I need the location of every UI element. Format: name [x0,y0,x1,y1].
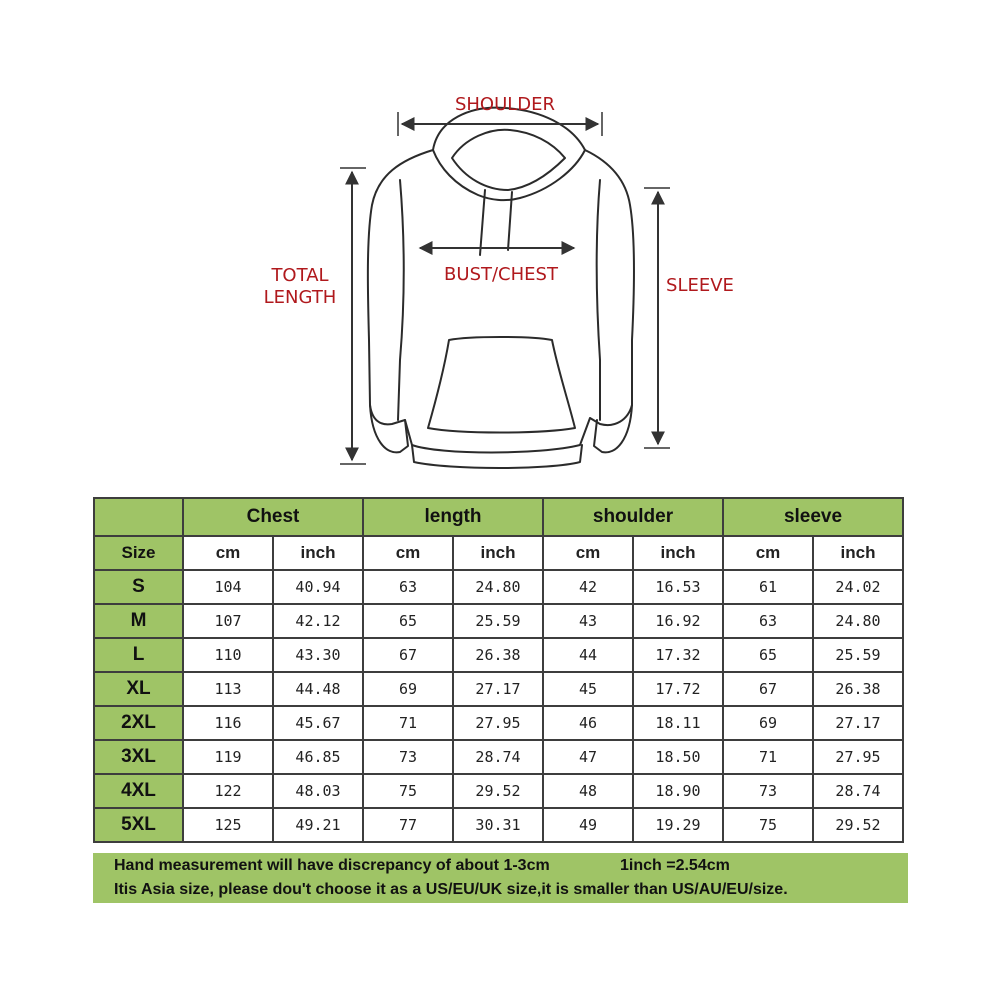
measurement-cell: 69 [363,672,453,706]
size-cell: 5XL [94,808,183,842]
table-row [94,774,903,808]
measurement-cell: 25.59 [453,604,543,638]
measurement-cell: 104 [183,570,273,604]
measurement-cell: 42.12 [273,604,363,638]
measurement-cell: 77 [363,808,453,842]
measurement-cell: 24.02 [813,570,903,604]
hood-inner [452,130,565,190]
measurement-cell: 107 [183,604,273,638]
group-chest: Chest [183,498,363,536]
unit-header: inch [453,536,543,570]
total-length-label [255,265,345,309]
size-cell: M [94,604,183,638]
measurement-cell: 71 [723,740,813,774]
measurement-cell: 19.29 [633,808,723,842]
measurement-cell: 29.52 [453,774,543,808]
notes-box [93,853,908,903]
measurement-cell: 125 [183,808,273,842]
table-row [94,808,903,842]
measurement-cell: 44 [543,638,633,672]
measurement-cell: 27.95 [813,740,903,774]
measurement-cell: 46.85 [273,740,363,774]
measurement-cell: 18.50 [633,740,723,774]
total-length-label-line2: LENGTH [263,287,337,308]
unit-header: cm [183,536,273,570]
measurement-cell: 16.92 [633,604,723,638]
measurement-cell: 26.38 [813,672,903,706]
size-cell: L [94,638,183,672]
measurement-cell: 17.72 [633,672,723,706]
corner-cell [94,498,183,536]
group-header-row [94,498,903,536]
shoulder-label: SHOULDER [454,94,556,115]
unit-header: cm [543,536,633,570]
size-cell: S [94,570,183,604]
measurement-cell: 28.74 [813,774,903,808]
measurement-cell: 119 [183,740,273,774]
group-sleeve: sleeve [723,498,903,536]
measurement-cell: 63 [363,570,453,604]
size-cell: XL [94,672,183,706]
measurement-cell: 71 [363,706,453,740]
total-length-label-line1: TOTAL [271,265,329,286]
sleeve-label: SLEEVE [666,275,734,296]
size-rows [94,570,903,842]
measurement-cell: 43.30 [273,638,363,672]
hoodie-body-outline [368,150,634,453]
measurement-cell: 48 [543,774,633,808]
measurement-cell: 116 [183,706,273,740]
table-row [94,570,903,604]
measurement-cell: 73 [363,740,453,774]
measurement-cell: 75 [723,808,813,842]
measurement-cell: 45.67 [273,706,363,740]
group-shoulder: shoulder [543,498,723,536]
left-cuff [370,405,408,452]
hoodie-illustration [0,0,1000,480]
note-discrepancy: Hand measurement will have discrepancy of about 1-3cm [114,857,550,874]
measurement-cell: 65 [723,638,813,672]
measurement-cell: 67 [723,672,813,706]
right-sleeve-line [597,180,600,420]
size-chart-table [93,497,904,843]
measurement-cell: 42 [543,570,633,604]
measurement-cell: 27.17 [813,706,903,740]
measurement-cell: 67 [363,638,453,672]
measurement-cell: 122 [183,774,273,808]
measurement-cell: 26.38 [453,638,543,672]
measurement-cell: 113 [183,672,273,706]
measurement-cell: 63 [723,604,813,638]
measurement-cell: 43 [543,604,633,638]
measurement-cell: 18.90 [633,774,723,808]
measurement-cell: 16.53 [633,570,723,604]
measurement-cell: 49.21 [273,808,363,842]
unit-header: inch [633,536,723,570]
table-row [94,638,903,672]
measurement-cell: 65 [363,604,453,638]
measurement-cell: 18.11 [633,706,723,740]
size-cell: 4XL [94,774,183,808]
hoodie-measurement-diagram [0,0,1000,480]
kangaroo-pocket [428,337,575,433]
measurement-cell: 24.80 [453,570,543,604]
unit-header: inch [273,536,363,570]
measurement-cell: 27.17 [453,672,543,706]
size-cell: 2XL [94,706,183,740]
drawstring-left [480,190,485,255]
measurement-cell: 17.32 [633,638,723,672]
measurement-cell: 40.94 [273,570,363,604]
measurement-cell: 44.48 [273,672,363,706]
measurement-cell: 48.03 [273,774,363,808]
note-conversion: 1inch =2.54cm [620,857,730,874]
measurement-cell: 47 [543,740,633,774]
size-cell: 3XL [94,740,183,774]
unit-header: cm [723,536,813,570]
measurement-cell: 30.31 [453,808,543,842]
measurement-cell: 25.59 [813,638,903,672]
measurement-cell: 27.95 [453,706,543,740]
measurement-cell: 110 [183,638,273,672]
table-row [94,604,903,638]
measurement-cell: 61 [723,570,813,604]
table-row [94,672,903,706]
measurement-cell: 73 [723,774,813,808]
table-row [94,740,903,774]
measurement-cell: 45 [543,672,633,706]
left-sleeve-line [398,180,404,420]
group-length: length [363,498,543,536]
unit-header: inch [813,536,903,570]
unit-header: cm [363,536,453,570]
measurement-cell: 49 [543,808,633,842]
measurement-cell: 75 [363,774,453,808]
table-row [94,706,903,740]
measurement-cell: 28.74 [453,740,543,774]
measurement-cell: 24.80 [813,604,903,638]
bust-chest-label: BUST/CHEST [444,264,558,285]
measurement-cell: 69 [723,706,813,740]
note-asia-size: Itis Asia size, please dou't choose it as a US/EU/UK size,it is smaller than US/AU/EU/size. [114,881,788,898]
measurement-cell: 46 [543,706,633,740]
measurement-cell: 29.52 [813,808,903,842]
size-header: Size [94,536,183,570]
unit-header-row [94,536,903,570]
